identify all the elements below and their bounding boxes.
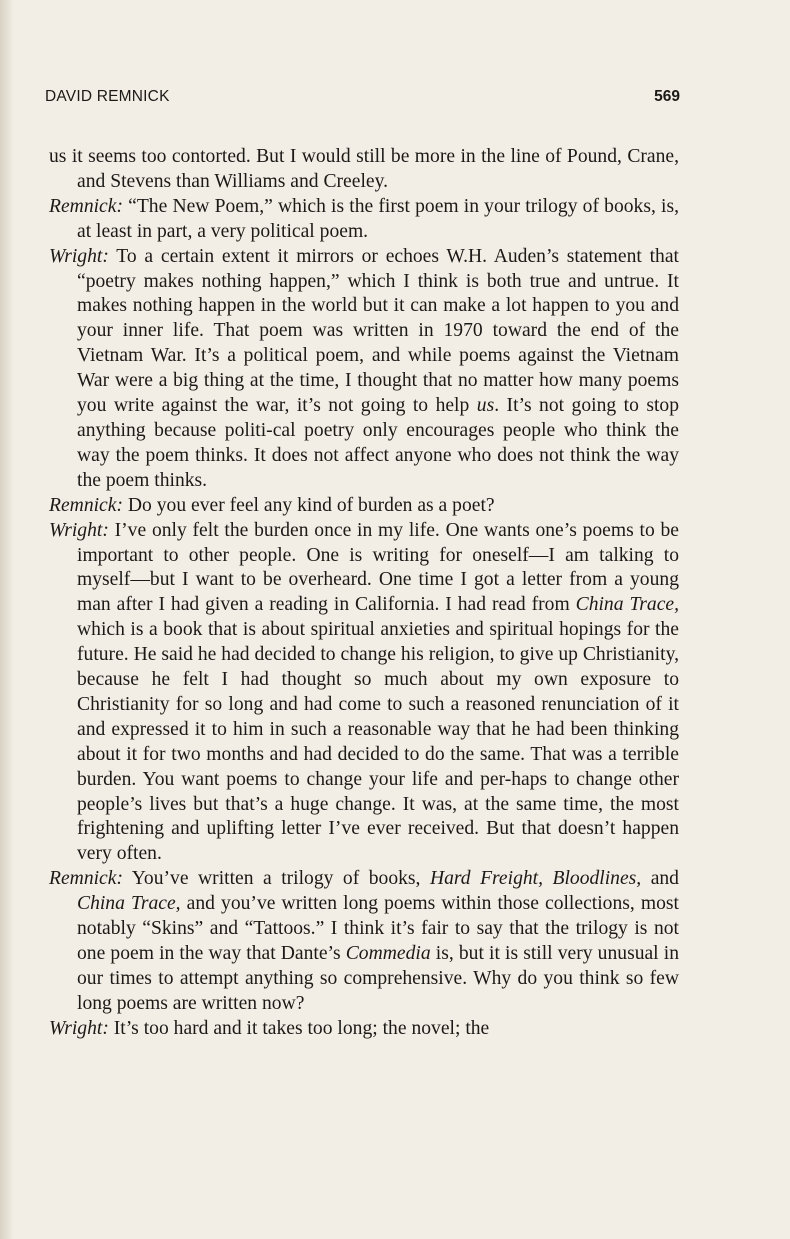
italic-text: China Trace, (575, 594, 679, 616)
interview-paragraph (49, 519, 679, 868)
paragraph-text: Do you ever feel any kind of burden as a poet? (122, 494, 495, 516)
speaker-label: Wright: (49, 519, 109, 541)
interview-paragraph (49, 494, 679, 519)
speaker-label: Wright: (49, 1017, 109, 1039)
paragraph-text: which is a book that is about spiritual anxieties and spiritual hopings for the future. He said he had decided to change his religion, to give up Christianity, because he felt I had thought so much about my own exposure to Christianity for so long and had come to such a reasoned renunciation of it and expressed it to him in such a reasonable way that he had been thinking about it for two months and had decided to do the same. That was a terrible burden. You want poems to change your life and per-haps to change other people’s lives but that’s a huge change. It was, at the same time, the most frightening and uplifting letter I’ve ever received. But that doesn’t happen very often. (77, 619, 679, 865)
paragraph-text: I’ve only felt the burden once in my life. One wants one’s poems to be important to other people. One is writing for oneself—I am talking to myself—but I want to be overheard. One time I got a letter from a young man after I had given a reading in California. I had read from (77, 519, 679, 616)
paragraph-text: is, but it is still very unusual in our times to attempt anything so comprehensive. Why do you think so few long poems are written now? (77, 943, 679, 1014)
italic-text: Hard Freight, Bloodlines, (429, 868, 642, 890)
paragraph-text: It’s too hard and it takes too long; the novel; the (108, 1017, 490, 1039)
page-number: 569 (654, 88, 680, 105)
paragraph-text: . It’s not going to stop anything because politi-cal poetry only encourages people who think the way the poem thinks. It does not affect anyone who does not think the way the poem thinks. (77, 395, 680, 491)
running-header (45, 88, 680, 112)
speaker-label: Wright: (49, 245, 109, 267)
page-gutter-shadow (0, 0, 14, 1239)
paragraph-text: and (641, 868, 679, 890)
paragraph-text: To a certain extent it mirrors or echoes W.H. Auden’s statement that “poetry makes nothing happen,” which I think is both true and untrue. It makes nothing happen in the world but it can make a lot happen to you and your inner life. That poem was written in 1970 toward the end of the Vietnam War. It’s a political poem, and while poems against the Vietnam War were a big thing at the time, I thought that no matter how many poems you write against the war, it’s not going to help (77, 245, 679, 417)
interview-paragraph (49, 145, 679, 195)
speaker-label: Remnick: (49, 494, 123, 516)
interview-paragraph (49, 195, 679, 245)
italic-text: us (476, 395, 495, 417)
italic-text: China Trace, (77, 893, 181, 915)
paragraph-text: You’ve written a trilogy of books, (122, 868, 430, 890)
paragraph-text: and you’ve written long poems within those collections, most notably “Skins” and “Tattoos.” I think it’s fair to say that the trilogy is not one poem in the way that Dante’s (77, 893, 679, 964)
speaker-label: Remnick: (49, 195, 123, 217)
interview-paragraph (49, 867, 679, 1016)
speaker-label: Remnick: (49, 868, 123, 890)
paragraph-text: “The New Poem,” which is the first poem in your trilogy of books, is, at least in part, a very political poem. (77, 195, 679, 242)
interview-text (49, 145, 679, 1042)
interview-paragraph (49, 245, 679, 494)
interview-paragraph (49, 1017, 679, 1042)
running-head-author: DAVID REMNICK (45, 88, 170, 105)
italic-text: Commedia (345, 943, 431, 964)
paragraph-text: us it seems too contorted. But I would still be more in the line of Pound, Crane, and Stevens than Williams and Creeley. (49, 146, 679, 192)
